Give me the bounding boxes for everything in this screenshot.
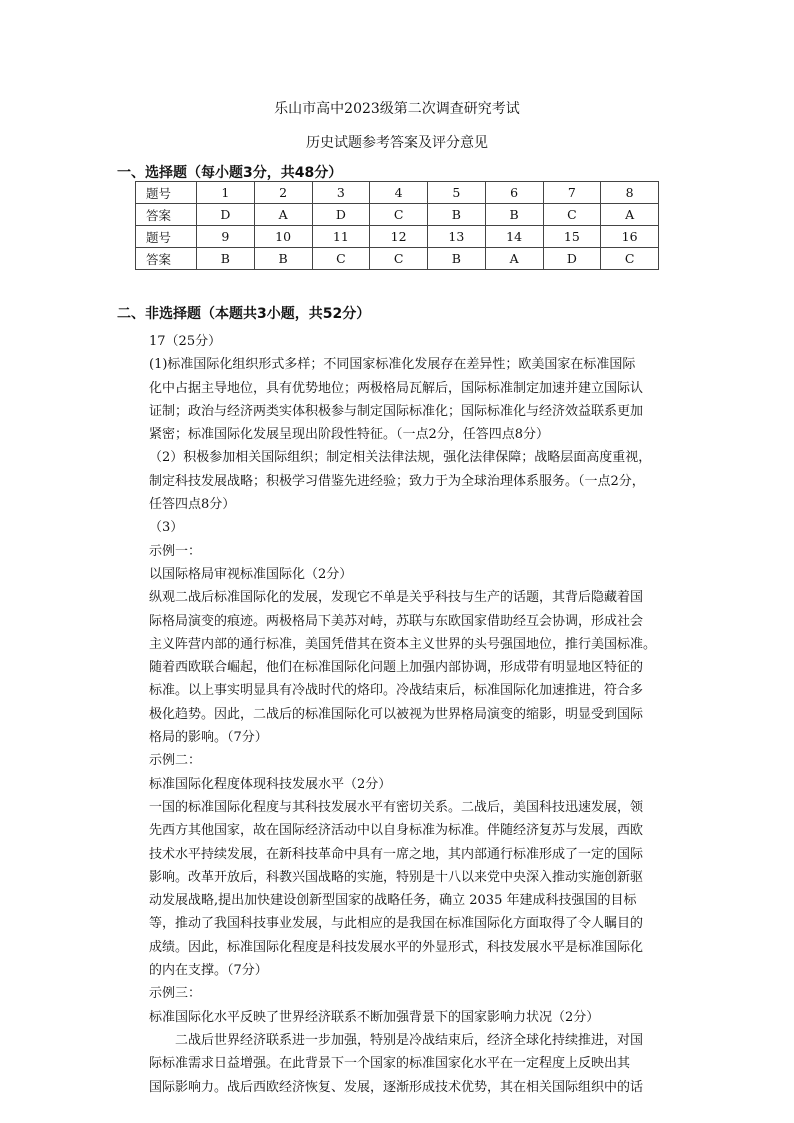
text-line: 证制；政治与经济两类实体积极参与制定国际标准化；国际标准化与经济效益联系更加 [149,403,644,419]
table-cell: B [485,204,543,226]
table-row [136,204,659,226]
table-cell: D [312,204,370,226]
table-cell: 15 [543,226,601,248]
text-line: 国际影响力。战后西欧经济恢复、发展，逐渐形成技术优势，其在相关国际组织中的话 [149,1079,644,1095]
text-line: 示例二： [149,753,202,769]
table-cell: C [601,248,659,270]
exam-title: 乐山市高中2023级第二次调查研究考试 [274,101,520,117]
table-cell: 10 [254,226,312,248]
table-cell: C [543,204,601,226]
table-cell: 4 [370,182,428,204]
table-row [136,182,659,204]
text-line: （3） [149,520,184,536]
table-cell: 7 [543,182,601,204]
table-row-label: 题号 [136,182,197,204]
table-cell: 3 [312,182,370,204]
exam-subtitle: 历史试题参考答案及评分意见 [306,135,488,151]
table-cell: D [197,204,255,226]
table-cell: B [428,248,486,270]
answer-table [135,181,659,270]
text-line: 二战后世界经济联系进一步加强，特别是冷战结束后，经济全球化持续推进，对国 [175,1032,644,1048]
table-cell: C [370,204,428,226]
text-line: 先西方其他国家，故在国际经济活动中以自身标准为标准。伴随经济复苏与发展，西欧 [149,823,644,839]
text-line: 主义阵营内部的通行标准，美国凭借其在资本主义世界的头号强国地位，推行美国标准。 [149,636,657,652]
table-cell: B [197,248,255,270]
table-cell: D [543,248,601,270]
text-line: 化中占据主导地位，具有优势地位；两极格局瓦解后，国际标准制定加速并建立国际认 [149,380,644,396]
table-row-label: 题号 [136,226,197,248]
table-cell: B [254,248,312,270]
text-line: 制定科技发展战略；积极学习借鉴先进经验；致力于为全球治理体系服务。（一点2分， [149,473,645,489]
text-line: 动发展战略,提出加快建设创新型国家的战略任务，确立 2035 年建成科技强国的目标 [149,893,637,909]
table-cell: A [254,204,312,226]
table-cell: 16 [601,226,659,248]
text-line: 标准。以上事实明显具有冷战时代的烙印。冷战结束后，标准国际化加速推进，符合多 [149,683,644,699]
text-line: 标准国际化水平反映了世界经济联系不断加强背景下的国家影响力状况（2分） [149,1009,600,1025]
text-line: 成绩。因此，标准国际化程度是科技发展水平的外显形式，科技发展水平是标准国际化 [149,939,644,955]
table-cell: 1 [197,182,255,204]
text-line: 技术水平持续发展，在新科技革命中具有一席之地，其内部通行标准形成了一定的国际 [149,846,644,862]
text-line: （2）积极参加相关国际组织；制定相关法律法规，强化法律保障；战略层面高度重视， [149,450,652,466]
table-row-label: 答案 [136,204,197,226]
table-cell: C [370,248,428,270]
text-line: (1)标准国际化组织形式多样；不同国家标准化发展存在差异性；欧美国家在标准国际 [149,357,636,373]
text-line: 紧密；标准国际化发展呈现出阶段性特征。（一点2分，任答四点8分） [149,427,550,443]
table-cell: 11 [312,226,370,248]
text-line: 格局的影响。（7分） [149,730,268,746]
table-row-label: 答案 [136,248,197,270]
table-cell: 5 [428,182,486,204]
text-line: 任答四点8分） [149,497,236,513]
text-line: 示例三： [149,986,202,1002]
table-cell: 6 [485,182,543,204]
table-cell: 2 [254,182,312,204]
text-line: 等，推动了我国科技事业发展，与此相应的是我国在标准国际化方面取得了令人瞩目的 [149,916,644,932]
text-line: 际标准需求日益增强。在此背景下一个国家的标准国家化水平在一定程度上反映出其 [149,1056,631,1072]
table-cell: A [485,248,543,270]
text-line: 17（25分） [149,334,222,349]
text-line: 纵观二战后标准国际化的发展，发现它不单是关乎科技与生产的话题，其背后隐藏着国 [149,590,644,606]
text-line: 际格局演变的痕迹。两极格局下美苏对峙，苏联与东欧国家借助经互会协调，形成社会 [149,613,644,629]
table-cell: 12 [370,226,428,248]
text-line: 示例一： [149,543,202,559]
table-row [136,226,659,248]
table-cell: C [312,248,370,270]
answer-body [149,330,679,1099]
text-line: 的内在支撑。（7分） [149,963,268,979]
text-line: 以国际格局审视标准国际化（2分） [149,566,353,582]
text-line: 一国的标准国际化程度与其科技发展水平有密切关系。二战后，美国科技迅速发展，领 [149,799,644,815]
table-cell: 14 [485,226,543,248]
table-row [136,248,659,270]
table-cell: A [601,204,659,226]
text-line: 标准国际化程度体现科技发展水平（2分） [149,776,392,792]
table-cell: B [428,204,486,226]
text-line: 影响。改革开放后，科教兴国战略的实施，特别是十八以来党中央深入推动实施创新驱 [149,869,644,885]
text-line: 随着西欧联合崛起，他们在标准国际化问题上加强内部协调，形成带有明显地区特征的 [149,660,644,676]
text-line: 极化趋势。因此，二战后的标准国际化可以被视为世界格局演变的缩影，明显受到国际 [149,706,644,722]
table-cell: 9 [197,226,255,248]
table-cell: 8 [601,182,659,204]
section-heading-nonchoice: 二、非选择题（本题共3小题，共52分） [117,306,371,322]
table-cell: 13 [428,226,486,248]
section-heading-choice: 一、选择题（每小题3分，共48分） [117,165,343,181]
